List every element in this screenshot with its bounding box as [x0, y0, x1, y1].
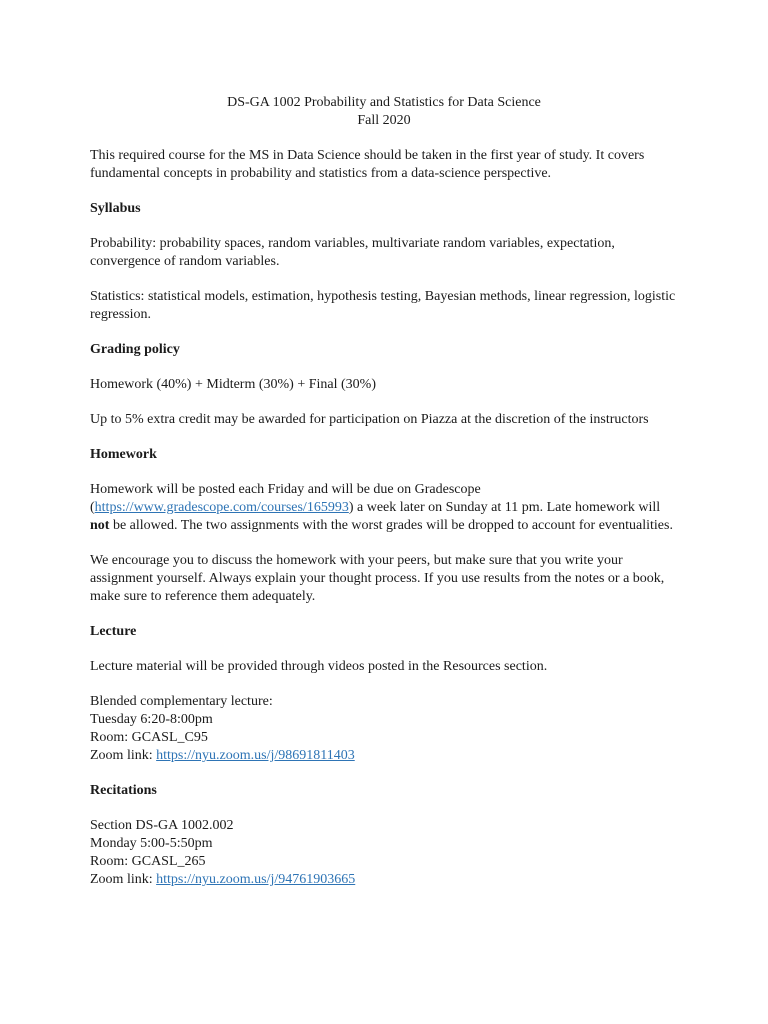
- homework-text-a: Homework will be posted each Friday and will be due on Gradescope (: [90, 482, 481, 515]
- recitation-zoom-link[interactable]: https://nyu.zoom.us/j/94761903665: [156, 872, 356, 887]
- syllabus-statistics: Statistics: statistical models, estimation, hypothesis testing, Bayesian methods, linear regression, logistic regression.: [90, 289, 676, 322]
- lecture-zoom-label: Zoom link:: [90, 748, 157, 763]
- syllabus-probability: Probability: probability spaces, random variables, multivariate random variables, expectation, convergence of random variables.: [90, 236, 615, 269]
- recitation-time: Monday 5:00-5:50pm: [90, 836, 213, 851]
- course-term: Fall 2020: [357, 113, 411, 128]
- recitation-section: Section DS-GA 1002.002: [90, 818, 234, 833]
- recitation-zoom-label: Zoom link:: [90, 872, 157, 887]
- grading-heading: Grading policy: [90, 342, 180, 357]
- grading-formula: Homework (40%) + Midterm (30%) + Final (30%): [90, 377, 377, 392]
- title-block: [0, 94, 768, 130]
- homework-text-c: be allowed. The two assignments with the worst grades will be dropped to account for eventualities.: [109, 518, 673, 533]
- homework-not-emphasis: not: [90, 518, 110, 533]
- recitation-details: [90, 817, 680, 889]
- intro-paragraph: This required course for the MS in Data Science should be taken in the first year of study. It covers fundamental concepts in probability and statistics from a data-science perspective.: [90, 148, 645, 181]
- lecture-material: Lecture material will be provided through videos posted in the Resources section.: [90, 659, 548, 674]
- lecture-details: [90, 693, 680, 765]
- recitations-heading: Recitations: [90, 783, 157, 798]
- lecture-zoom-line: [90, 747, 680, 765]
- grading-extra-credit: Up to 5% extra credit may be awarded for participation on Piazza at the discretion of the instructors: [90, 412, 649, 427]
- lecture-zoom-link[interactable]: https://nyu.zoom.us/j/98691811403: [156, 748, 355, 763]
- document-body: [90, 147, 680, 906]
- homework-heading: Homework: [90, 447, 157, 462]
- lecture-room: Room: GCASL_C95: [90, 730, 208, 745]
- homework-text-b: ) a week later on Sunday at 11 pm. Late homework will: [348, 500, 661, 515]
- gradescope-link[interactable]: https://www.gradescope.com/courses/165993: [94, 500, 349, 515]
- recitation-room: Room: GCASL_265: [90, 854, 206, 869]
- lecture-heading: Lecture: [90, 624, 137, 639]
- homework-policy-paragraph: [90, 481, 680, 535]
- lecture-time: Tuesday 6:20-8:00pm: [90, 712, 213, 727]
- syllabus-heading: Syllabus: [90, 201, 141, 216]
- lecture-blended: Blended complementary lecture:: [90, 694, 273, 709]
- homework-collaboration-paragraph: We encourage you to discuss the homework with your peers, but make sure that you write your assignment yourself. Always explain your thought process. If you use results from the notes or a book, make sure to reference them adequately.: [90, 553, 665, 604]
- recitation-zoom-line: [90, 871, 680, 889]
- course-title: DS-GA 1002 Probability and Statistics for Data Science: [227, 95, 541, 110]
